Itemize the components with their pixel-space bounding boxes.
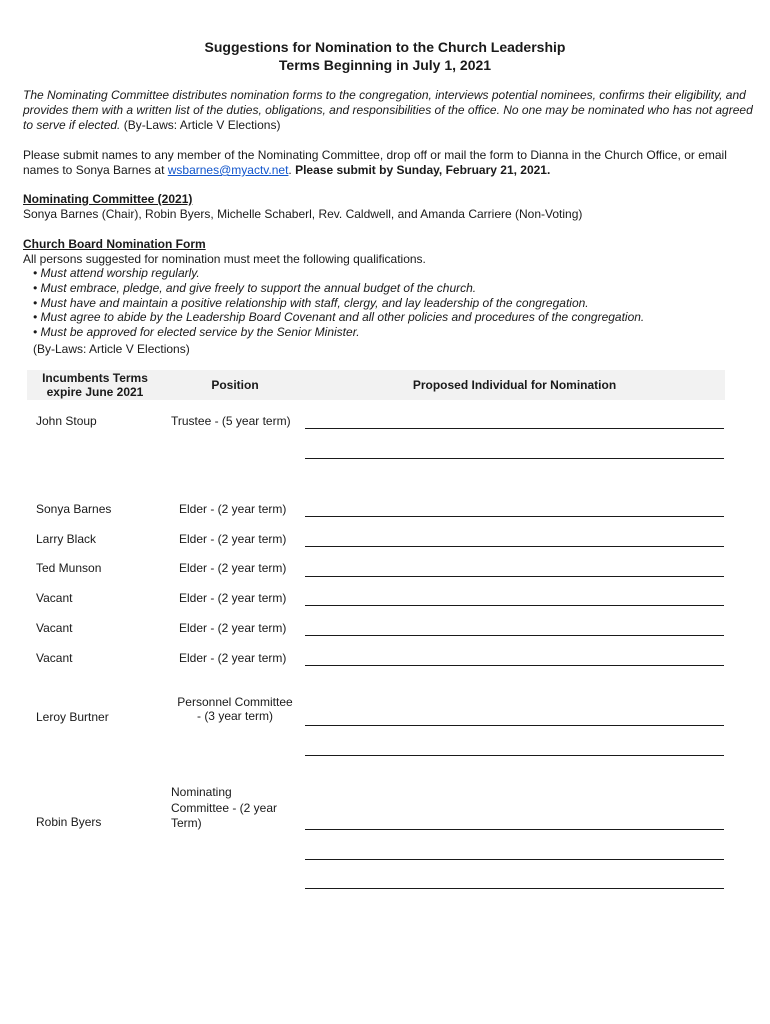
incumbent-name: Vacant xyxy=(36,651,73,665)
form-heading: Church Board Nomination Form xyxy=(23,237,206,251)
nomination-input-line[interactable] xyxy=(305,458,724,459)
incumbent-name: Ted Munson xyxy=(36,561,102,575)
position-label: Trustee - (5 year term) xyxy=(171,414,291,428)
position-label-line: Term) xyxy=(171,816,202,830)
nomination-input-line[interactable] xyxy=(305,546,724,547)
header-incumbents-line1: Incumbents Terms xyxy=(42,371,148,385)
position-label-line: - (3 year term) xyxy=(196,709,273,723)
incumbent-name: Vacant xyxy=(36,591,73,605)
intro-text: The Nominating Committee distributes nomination forms to the congregation, interviews potential nominees, confirms their eligibility, and provides them with a written list of the duties, obligations, and responsibilities of the office. No one may be nominated who has not agreed to serve if elected. xyxy=(23,88,753,132)
document-subtitle: Terms Beginning in July 1, 2021 xyxy=(278,57,492,73)
form-bylaws-ref: (By-Laws: Article V Elections) xyxy=(33,342,190,356)
nomination-input-line[interactable] xyxy=(305,755,724,756)
list-item: • Must have and maintain a positive relationship with staff, clergy, and lay leadership of the congregation. xyxy=(33,295,589,310)
incumbent-name: Larry Black xyxy=(36,532,97,546)
nomination-input-line[interactable] xyxy=(305,428,724,429)
header-incumbents-line2: expire June 2021 xyxy=(46,385,144,399)
form-intro: All persons suggested for nomination must meet the following qualifications. xyxy=(23,252,426,266)
list-item: • Must attend worship regularly. xyxy=(33,266,200,280)
nomination-input-line[interactable] xyxy=(305,859,724,860)
nomination-input-line[interactable] xyxy=(305,516,724,517)
header-incumbents xyxy=(27,371,163,399)
incumbent-name: Vacant xyxy=(36,621,73,635)
nomination-input-line[interactable] xyxy=(305,829,724,830)
nomination-input-line[interactable] xyxy=(305,665,724,666)
position-label: Elder - (2 year term) xyxy=(179,621,287,635)
document-title: Suggestions for Nomination to the Church Leadership xyxy=(204,39,566,55)
header-position: Position xyxy=(211,378,259,392)
email-link[interactable]: wsbarnes@myactv.net xyxy=(167,163,289,177)
position-label: Elder - (2 year term) xyxy=(179,532,287,546)
committee-heading: Nominating Committee (2021) xyxy=(23,192,193,206)
submit-after-email: . xyxy=(288,163,296,177)
position-label xyxy=(171,785,277,832)
nomination-input-line[interactable] xyxy=(305,888,724,889)
nomination-input-line[interactable] xyxy=(305,635,724,636)
position-label-line: Personnel Committee xyxy=(177,695,293,709)
position-label-line: Committee - (2 year xyxy=(171,800,278,815)
intro-bylaws-ref: (By-Laws: Article V Elections) xyxy=(120,118,281,132)
nomination-input-line[interactable] xyxy=(305,605,724,606)
incumbent-name: Leroy Burtner xyxy=(36,710,109,724)
qualifications-list xyxy=(33,266,753,340)
position-label-line: Nominating xyxy=(171,785,232,799)
incumbent-name: Robin Byers xyxy=(36,815,102,829)
list-item: • Must embrace, pledge, and give freely to support the annual budget of the church. xyxy=(33,280,477,295)
submit-paragraph xyxy=(23,148,753,178)
incumbent-name: John Stoup xyxy=(36,414,97,428)
submit-text: Please submit names to any member of the Nominating Committee, drop off or mail the form to Dianna in the Church Office, or email names to Sonya Barnes at xyxy=(23,148,727,177)
nomination-input-line[interactable] xyxy=(305,725,724,726)
position-label: Elder - (2 year term) xyxy=(179,502,287,516)
incumbent-name: Sonya Barnes xyxy=(36,502,112,516)
intro-paragraph xyxy=(23,88,753,133)
position-label: Elder - (2 year term) xyxy=(179,651,287,665)
committee-members: Sonya Barnes (Chair), Robin Byers, Michelle Schaberl, Rev. Caldwell, and Amanda Carriere (Non-Voting) xyxy=(23,207,583,221)
submit-deadline: Please submit by Sunday, February 21, 2021. xyxy=(295,163,551,177)
header-proposed: Proposed Individual for Nomination xyxy=(412,378,617,392)
list-item: • Must agree to abide by the Leadership Board Covenant and all other policies and procedures of the congregation. xyxy=(33,310,645,325)
list-item: • Must be approved for elected service by the Senior Minister. xyxy=(33,325,360,340)
position-label: Elder - (2 year term) xyxy=(179,591,287,605)
position-label: Elder - (2 year term) xyxy=(179,561,287,575)
nomination-input-line[interactable] xyxy=(305,576,724,577)
position-label xyxy=(170,695,300,723)
